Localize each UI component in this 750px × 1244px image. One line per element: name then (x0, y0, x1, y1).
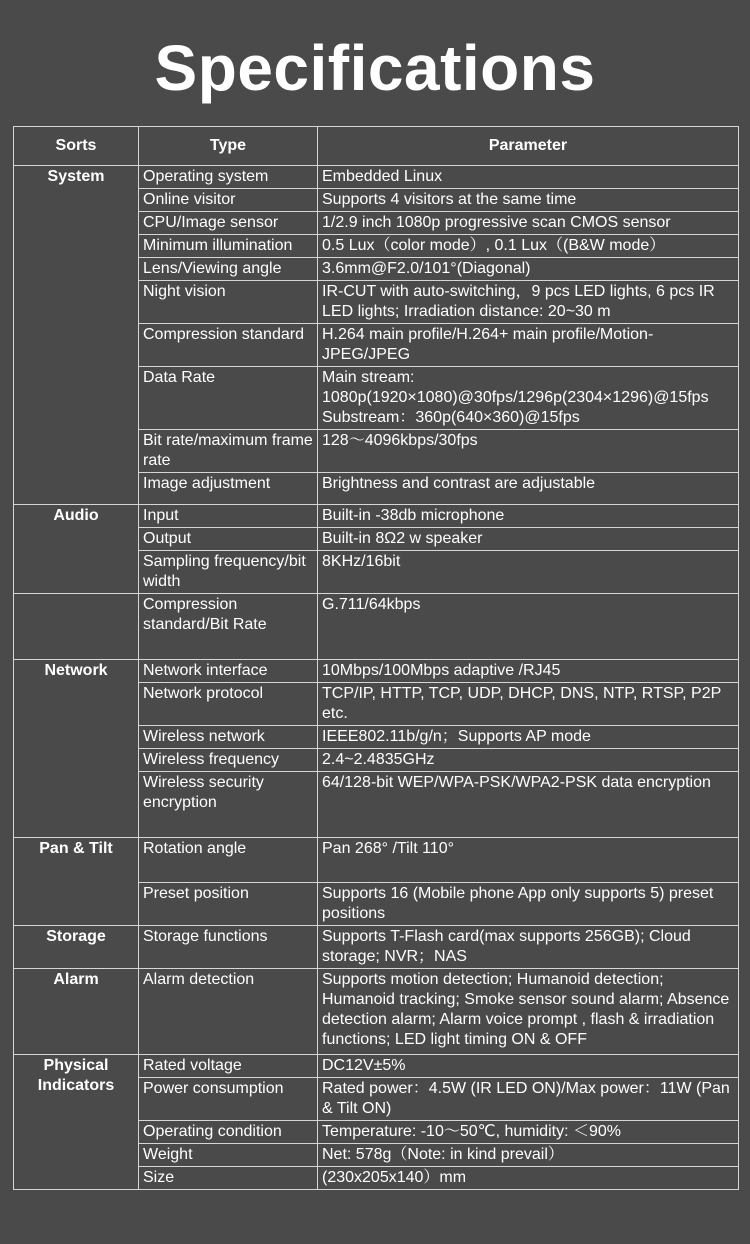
type-cell: Minimum illumination (139, 235, 318, 258)
type-cell: Wireless network (139, 726, 318, 749)
parameter-cell: 2.4~2.4835GHz (318, 749, 739, 772)
type-cell: Alarm detection (139, 969, 318, 1055)
type-cell: CPU/Image sensor (139, 212, 318, 235)
type-cell: Lens/Viewing angle (139, 258, 318, 281)
type-cell: Rotation angle (139, 838, 318, 883)
parameter-cell: Supports T-Flash card(max supports 256GB); Cloud storage; NVR；NAS (318, 926, 739, 969)
sort-cell: Network (14, 660, 139, 838)
parameter-cell: Temperature: -10～50℃, humidity: ＜90% (318, 1121, 739, 1144)
spec-row (14, 166, 739, 189)
parameter-cell: H.264 main profile/H.264+ main profile/Motion-JPEG/JPEG (318, 324, 739, 367)
type-cell: Network protocol (139, 683, 318, 726)
parameter-cell: DC12V±5% (318, 1055, 739, 1078)
sort-cell: Audio (14, 505, 139, 594)
sort-cell: Alarm (14, 969, 139, 1055)
parameter-cell: 0.5 Lux（color mode）, 0.1 Lux（(B&W mode） (318, 235, 739, 258)
parameter-cell: 3.6mm@F2.0/101°(Diagonal) (318, 258, 739, 281)
header-parameter: Parameter (318, 127, 739, 166)
spec-row (14, 660, 739, 683)
spec-body (14, 166, 739, 1190)
sort-cell: System (14, 166, 139, 505)
parameter-cell: Built-in -38db microphone (318, 505, 739, 528)
parameter-cell: Main stream: 1080p(1920×1080)@30fps/1296p(2304×1296)@15fps Substream：360p(640×360)@15fps (318, 367, 739, 430)
spec-row (14, 505, 739, 528)
spec-table (13, 126, 739, 1190)
type-cell: Power consumption (139, 1078, 318, 1121)
parameter-cell: Net: 578g（Note: in kind prevail） (318, 1144, 739, 1167)
parameter-cell: G.711/64kbps (318, 594, 739, 660)
parameter-cell: 10Mbps/100Mbps adaptive /RJ45 (318, 660, 739, 683)
spec-row (14, 1055, 739, 1078)
type-cell: Preset position (139, 883, 318, 926)
type-cell: Bit rate/maximum frame rate (139, 430, 318, 473)
parameter-cell: Supports motion detection; Humanoid detection; Humanoid tracking; Smoke sensor sound alarm; Absence detection alarm; Alarm voice prompt , flash & irradiation functions; LED light timing ON & OFF (318, 969, 739, 1055)
type-cell: Compression standard/Bit Rate (139, 594, 318, 660)
spec-row (14, 838, 739, 883)
spec-row (14, 926, 739, 969)
type-cell: Wireless frequency (139, 749, 318, 772)
parameter-cell: 64/128-bit WEP/WPA-PSK/WPA2-PSK data encryption (318, 772, 739, 838)
parameter-cell: Supports 16 (Mobile phone App only supports 5) preset positions (318, 883, 739, 926)
sort-cell (14, 594, 139, 660)
parameter-cell: Brightness and contrast are adjustable (318, 473, 739, 505)
type-cell: Data Rate (139, 367, 318, 430)
sort-cell: Pan & Tilt (14, 838, 139, 926)
type-cell: Storage functions (139, 926, 318, 969)
type-cell: Input (139, 505, 318, 528)
parameter-cell: IEEE802.11b/g/n；Supports AP mode (318, 726, 739, 749)
type-cell: Operating system (139, 166, 318, 189)
header-row (14, 127, 739, 166)
header-sorts: Sorts (14, 127, 139, 166)
type-cell: Rated voltage (139, 1055, 318, 1078)
type-cell: Size (139, 1167, 318, 1190)
parameter-cell: Pan 268° /Tilt 110° (318, 838, 739, 883)
parameter-cell: TCP/IP, HTTP, TCP, UDP, DHCP, DNS, NTP, RTSP, P2P etc. (318, 683, 739, 726)
type-cell: Image adjustment (139, 473, 318, 505)
type-cell: Sampling frequency/bit width (139, 551, 318, 594)
parameter-cell: 1/2.9 inch 1080p progressive scan CMOS sensor (318, 212, 739, 235)
spec-row (14, 969, 739, 1055)
header-type: Type (139, 127, 318, 166)
parameter-cell: Rated power：4.5W (IR LED ON)/Max power：11W (Pan & Tilt ON) (318, 1078, 739, 1121)
spec-row (14, 594, 739, 660)
page-title: Specifications (154, 32, 596, 104)
parameter-cell: 8KHz/16bit (318, 551, 739, 594)
parameter-cell: Embedded Linux (318, 166, 739, 189)
type-cell: Wireless security encryption (139, 772, 318, 838)
type-cell: Online visitor (139, 189, 318, 212)
type-cell: Compression standard (139, 324, 318, 367)
parameter-cell: 128～4096kbps/30fps (318, 430, 739, 473)
type-cell: Operating condition (139, 1121, 318, 1144)
sort-cell: Physical Indicators (14, 1055, 139, 1190)
parameter-cell: IR-CUT with auto-switching，9 pcs LED lights, 6 pcs IR LED lights; Irradiation distance: 20~30 m (318, 281, 739, 324)
parameter-cell: Built-in 8Ω2 w speaker (318, 528, 739, 551)
sort-cell: Storage (14, 926, 139, 969)
type-cell: Weight (139, 1144, 318, 1167)
parameter-cell: Supports 4 visitors at the same time (318, 189, 739, 212)
parameter-cell: (230x205x140）mm (318, 1167, 739, 1190)
type-cell: Night vision (139, 281, 318, 324)
type-cell: Network interface (139, 660, 318, 683)
type-cell: Output (139, 528, 318, 551)
